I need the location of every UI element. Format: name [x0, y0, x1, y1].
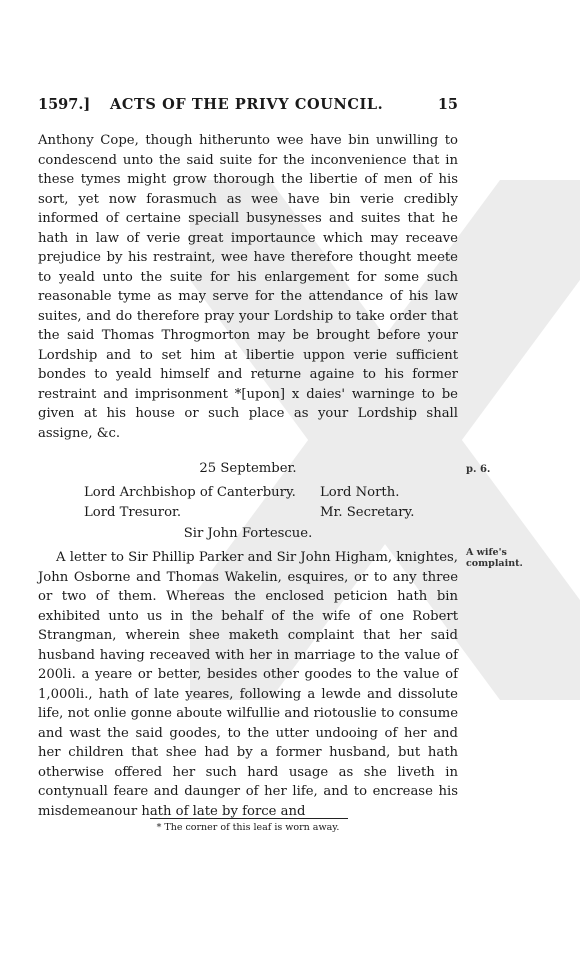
attendee: Lord North. [320, 485, 400, 500]
attendee: Lord Archbishop of Canterbury. [84, 485, 296, 500]
attendee: Sir John Fortescue. [183, 526, 313, 541]
entry-date: 25 September. [199, 461, 297, 476]
footnote: * The corner of this leaf is worn away. [156, 822, 340, 833]
header-title: ACTS OF THE PRIVY COUNCIL. [110, 96, 384, 113]
margin-page-reference: p. 6. [466, 464, 491, 475]
attendee: Lord Tresuror. [84, 505, 182, 520]
attendance-row [38, 526, 458, 545]
page-header [38, 96, 458, 118]
paragraph-strangman-letter: A letter to Sir Phillip Parker and Sir John Higham, knightes, John Osborne and Thomas Wakelin, esquires, or to any three or two of them. Whereas the enclosed peticion hath bin exhibited unto us in the behalf of the wife of one Robert Strangman, wherein shee maketh complaint that her said husband having receaved with her in marriage to the value of 200li. a yeare or better, besides other goodes to the value of 1,000li., hath of late yeares, following a lewde and dissolute life, not onlie gonne aboute wilfullie and riotouslie to consume and wast the said goodes, to the utter undooing of her and her children that shee had by a former husband, but hath otherwise offered her such hard usage as she liveth in contynuall feare and daunger of her life, and to encrease his misdemeanour hath of late by force and [38, 550, 458, 819]
attendance-row [38, 505, 458, 524]
attendance-row [38, 485, 458, 504]
paragraph-cope-letter: Anthony Cope, though hitherunto wee have bin unwilling to condescend unto the said suite for the inconvenience that in these tymes might grow thorough the libertie of men of his sort, yet now forasmuch as wee have bin verie credibly informed of certaine speciall busynesses and suites that he hath in law of verie great importaunce which may receave prejudice by his restraint, wee have therefore thought meete to yeald unto the suite for his enlargement for some such reasonable tyme as may serve for the attendance of his law suites, and do therefore pray your Lordship to take order that the said Thomas Throgmorton may be brought before your Lordship and to set him at libertie uppon verie sufficient bondes to yeald himself and returne againe to his former restraint and imprisonment *[upon] x daies' warninge to be given at his house or such place as your Lordship shall assigne, &c. [38, 133, 458, 441]
header-year: 1597.] [38, 96, 91, 113]
margin-note-wifes-complaint: A wife's complaint. [466, 547, 523, 569]
attendee: Mr. Secretary. [320, 505, 415, 520]
footnote-rule [150, 818, 348, 819]
header-page-number: 15 [437, 96, 458, 113]
